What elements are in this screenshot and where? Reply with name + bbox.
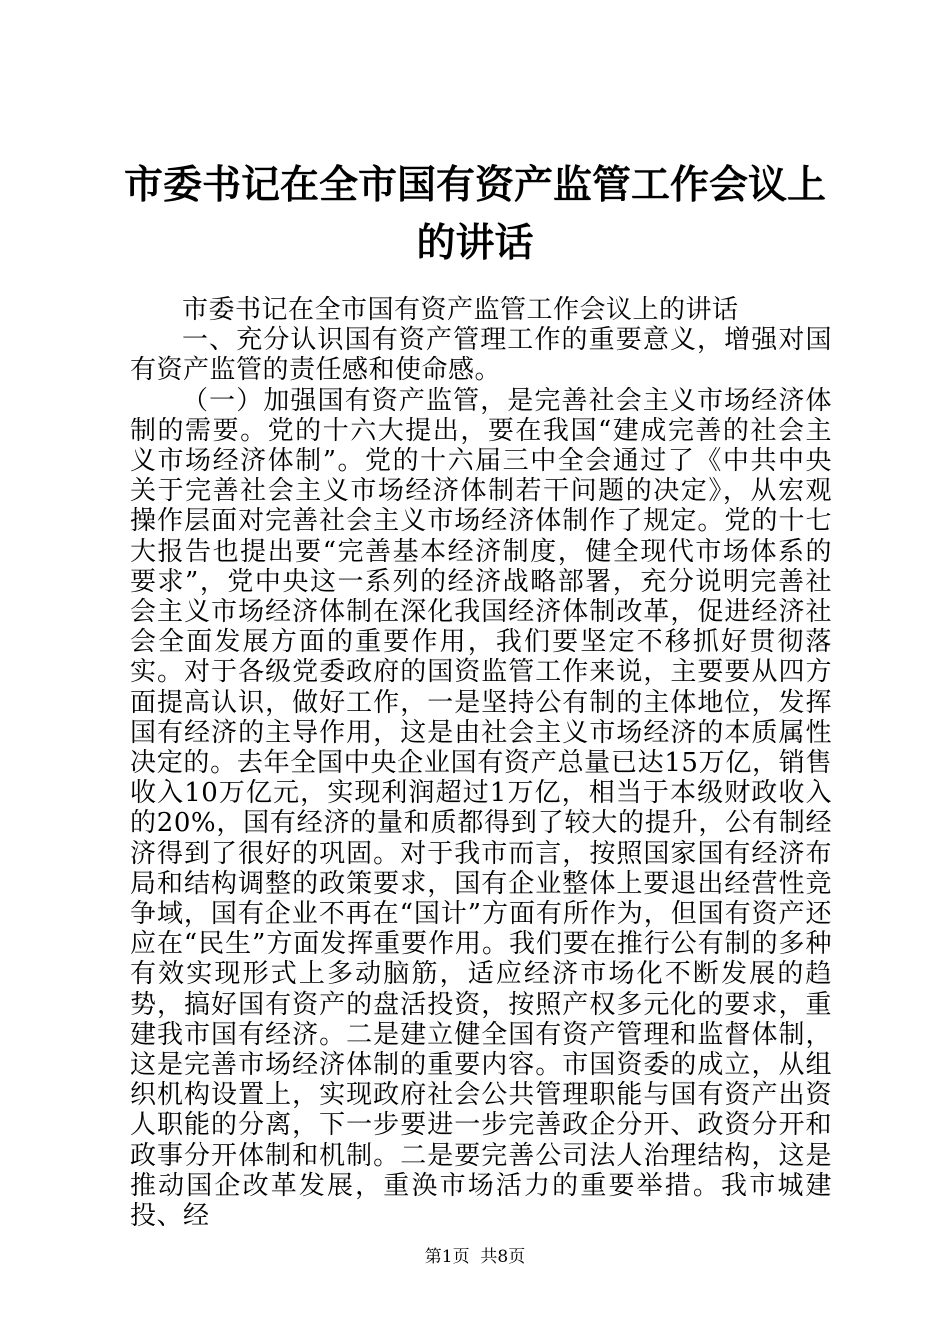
paragraph: （一）加强国有资产监管，是完善社会主义市场经济体制的需要。党的十六大提出，要在我国“建成完善的社会主义市场经济体制”。党的十六届三中全会通过了《中共中央关于完善社会主义市场经济体制若干问题的决定》，从宏观操作层面对完善社会主义市场经济体制作了规定。党的十七大报告也提出要“完善基本经济制度，健全现代市场体系的要求”，党中央这一系列的经济战略部署，充分说明完善社会主义市场经济体制在深化我国经济体制改革，促进经济社会全面发展方面的重要作用，我们要坚定不移抓好贯彻落实。对于各级党委政府的国资监管工作来说，主要要从四方面提高认识，做好工作，一是坚持公有制的主体地位，发挥国有经济的主导作用，这是由社会主义市场经济的本质属性决定的。去年全国中央企业国有资产总量已达15万亿，销售收入10万亿元，实现利润超过1万亿，相当于本级财政收入的20%，国有经济的量和质都得到了较大的提升，公有制经济得到了很好的巩固。对于我市而言，按照国家国有经济布局和结构调整的政策要求，国有企业整体上要退出经营性竞争域，国有企业不再在“国计”方面有所作为，但国有资产还应在“民生”方面发挥重要作用。我们要在推行公有制的多种有效实现形式上多动脑筋，适应经济市场化不断发展的趋势，搞好国有资产的盘活投资，按照产权多元化的要求，重建我市国有经济。二是建立健全国有资产管理和监督体制，这是完善市场经济体制的重要内容。市国资委的成立，从组织机构设置上，实现政府社会公共管理职能与国有资产出资人职能的分离，下一步要进一步完善政企分开、政资分开和政事分开体制和机制。二是要完善公司法人治理结构，这是推动国企改革发展，重涣市场活力的重要举措。我市城建投、经 — [130, 385, 832, 1232]
document-body — [130, 295, 832, 1231]
paragraph: 市委书记在全市国有资产监管工作会议上的讲话 — [182, 295, 739, 325]
page-footer — [0, 1246, 950, 1268]
page-title: 市委书记在全市国有资产监管工作会议上的讲话 — [123, 162, 826, 266]
paragraph: 一、充分认识国有资产管理工作的重要意义，增强对国有资产监管的责任感和使命感。 — [130, 325, 832, 386]
page-number: 第1页 共8页 — [424, 1247, 526, 1267]
